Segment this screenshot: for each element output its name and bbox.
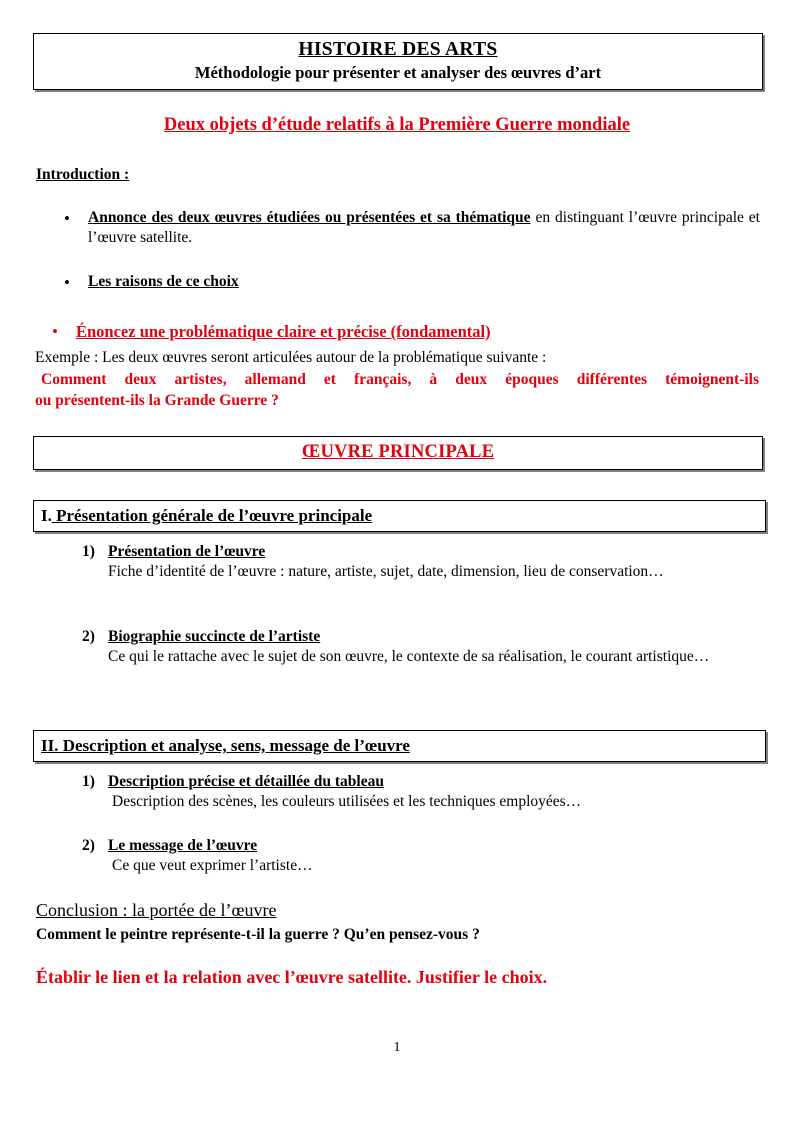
section-2-title: II. Description et analyse, sens, message de l’œuvre (41, 736, 410, 755)
example-line: Exemple : Les deux œuvres seront articulées autour de la problématique suivante : (35, 349, 547, 366)
header-title-box (33, 33, 763, 90)
section-2-item-1-heading: Description précise et détaillée du tableau (108, 773, 384, 790)
bullet-dot-icon: • (64, 209, 70, 228)
section-2-item-2-body: Ce que veut exprimer l’artiste… (112, 857, 313, 875)
section-1-item-2-body: Ce qui le rattache avec le sujet de son œuvre, le contexte de sa réalisation, le courant artistique… (108, 648, 710, 666)
section-2-item-2 (82, 836, 760, 877)
section-1-item-2-marker: 2) (82, 628, 95, 645)
intro-bullet-2-text (88, 272, 760, 292)
intro-bullet-1-rest: en distinguant l’œuvre principale et l’œuvre satellite. (88, 209, 760, 247)
section-1-item-1-heading: Présentation de l’œuvre (108, 543, 266, 560)
page-title: HISTOIRE DES ARTS (298, 39, 498, 60)
bullet-dot-icon: • (52, 322, 58, 341)
section-1-item-2 (82, 627, 760, 668)
intro-bullet-1 (60, 208, 760, 248)
section-2-item-2-heading: Le message de l’œuvre (108, 837, 258, 854)
section-1-heading-box (33, 500, 766, 532)
intro-bullet-3 (48, 321, 748, 342)
problematique-text (35, 370, 759, 412)
bullet-dot-icon: • (64, 273, 70, 292)
oeuvre-principale-label: ŒUVRE PRINCIPALE (301, 442, 495, 462)
intro-bullet-3-text: Énoncez une problématique claire et précise (fondamental) (76, 322, 491, 341)
section-2-heading-box (33, 730, 766, 762)
conclusion-title: Conclusion : la portée de l’œuvre (36, 900, 277, 920)
introduction-label: Introduction : (36, 166, 130, 183)
section-2-item-2-marker: 2) (82, 837, 95, 854)
section-2-item-1-marker: 1) (82, 773, 95, 790)
intro-bullet-2 (60, 272, 760, 293)
problematique-line-1: Comment deux artistes, allemand et français, à deux époques différentes témoignent-ils (41, 371, 759, 388)
document-subtitle: Deux objets d’étude relatifs à la Première Guerre mondiale (163, 115, 631, 135)
section-2-item-1-body: Description des scènes, les couleurs utilisées et les techniques employées… (112, 793, 582, 811)
section-2-item-1 (82, 772, 760, 813)
oeuvre-principale-box (33, 436, 763, 470)
intro-bullet-2-emphasis: Les raisons de ce choix (88, 273, 239, 290)
section-1-item-2-heading: Biographie succincte de l’artiste (108, 628, 321, 645)
section-2-heading (41, 735, 759, 756)
section-1-item-1-body: Fiche d’identité de l’œuvre : nature, artiste, sujet, date, dimension, lieu de conservation… (108, 563, 664, 581)
section-1-number: I. (41, 506, 52, 525)
page-number: 1 (393, 1040, 401, 1055)
section-1-item-1 (82, 542, 760, 583)
final-instruction: Établir le lien et la relation avec l’œuvre satellite. Justifier le choix. (36, 967, 548, 987)
section-1-heading (41, 505, 759, 526)
problematique-line-2: ou présentent-ils la Grande Guerre ? (35, 391, 279, 409)
intro-bullet-1-emphasis: Annonce des deux œuvres étudiées ou présentées et sa thématique (88, 209, 531, 226)
intro-bullet-1-text (88, 208, 760, 248)
section-1-item-1-marker: 1) (82, 543, 95, 560)
conclusion-question: Comment le peintre représente-t-il la guerre ? Qu’en pensez-vous ? (36, 926, 480, 943)
section-1-title: Présentation générale de l’œuvre principale (51, 506, 373, 525)
page-subtitle-methodology: Méthodologie pour présenter et analyser des œuvres d’art (194, 63, 602, 82)
